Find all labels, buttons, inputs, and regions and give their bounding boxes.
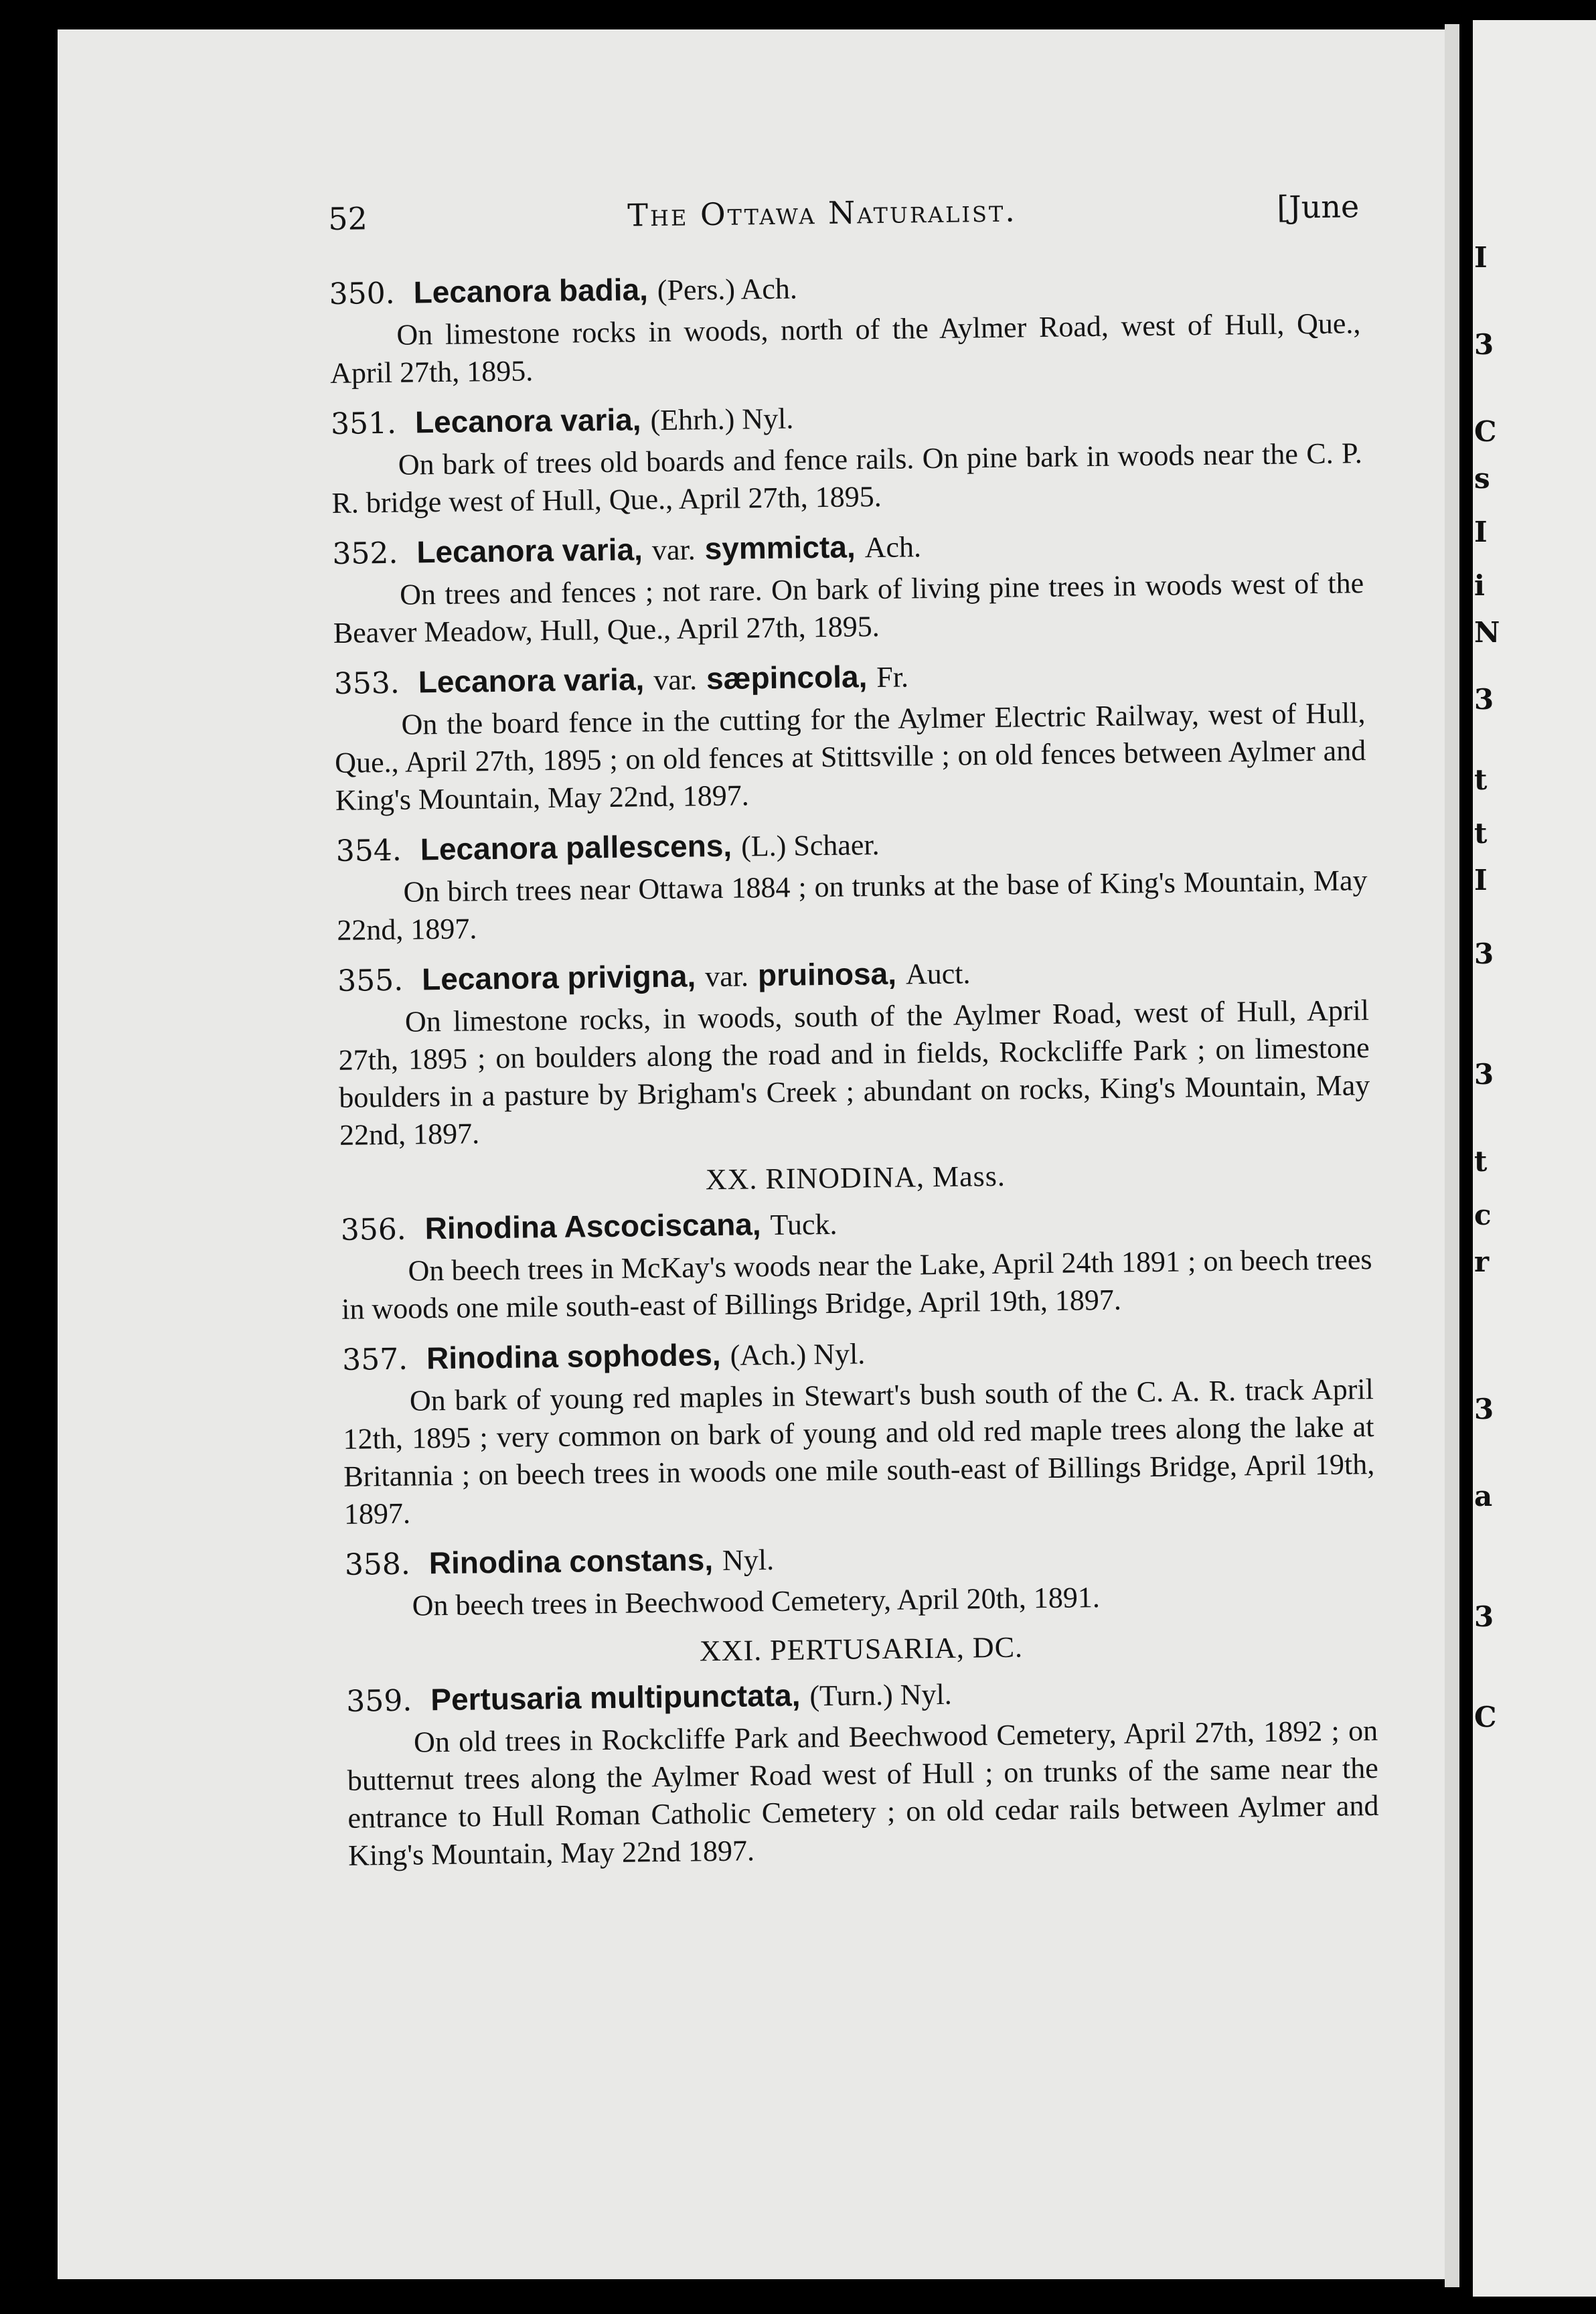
adjacent-page-strip (1473, 20, 1596, 2297)
authority: Fr. (876, 660, 909, 694)
species-entry (344, 1529, 1376, 1626)
page-edge (1445, 24, 1459, 2287)
adjacent-page-fragment: 3 (1474, 1058, 1494, 1091)
variety-name: sæpincola, (706, 659, 868, 696)
entries-group-pertusaria (346, 1665, 1379, 1875)
entry-number: 350. (329, 276, 395, 311)
species-name: Lecanora varia, (414, 402, 641, 440)
variety-name: pruinosa, (757, 955, 897, 993)
entry-description: On the board fence in the cutting for the Aylmer Electric Railway, west of Hull, Que., April 27th, 1895 ; on old fences at Stittsville ; on old fences between Aylmer and King's Mountain, May 22nd, 1897. (334, 696, 1366, 817)
adjacent-page-fragment: t (1474, 1145, 1488, 1178)
species-name: Lecanora varia, (416, 532, 643, 570)
entry-description: On bark of young red maples in Stewart's bush south of the C. A. R. track April 12th, 1895 ; very common on bark of young and old red maple trees along the lake at Britannia ; on beech trees in woods one mile south-east of Billings Bridge, April 19th, 1897. (343, 1373, 1375, 1531)
adjacent-page-fragment: 3 (1474, 1600, 1494, 1633)
entries-group-rinodina (340, 1194, 1376, 1626)
issue-month: [June (1277, 188, 1360, 226)
variety-name: symmicta, (704, 529, 856, 566)
entry-number: 354. (335, 833, 402, 868)
entry-number: 353. (333, 666, 400, 701)
adjacent-page-fragment: C (1474, 415, 1497, 448)
species-entry (342, 1324, 1375, 1533)
species-entry (331, 388, 1363, 522)
entry-description: On trees and fences ; not rare. On bark of living pine trees in woods west of the Beaver Meadow, Hull, Que., April 27th, 1895. (333, 566, 1364, 649)
entry-number: 358. (344, 1547, 411, 1582)
adjacent-page-fragment: s (1474, 462, 1490, 495)
page-content (328, 188, 1380, 1883)
entries-group-lecanora (329, 258, 1370, 1154)
entry-number: 355. (337, 963, 404, 998)
species-entry (335, 815, 1368, 949)
species-name: Lecanora badia, (413, 272, 649, 310)
species-entry (337, 945, 1370, 1154)
entry-description: On bark of trees old boards and fence rails. On pine bark in woods near the C. P. R. bridge west of Hull, Que., April 27th, 1895. (331, 437, 1363, 520)
entry-number: 359. (346, 1683, 412, 1719)
entry-description: On birch trees near Ottawa 1884 ; on trunks at the base of King's Mountain, May 22nd, 1897. (337, 864, 1368, 947)
species-name: Rinodina Ascociscana, (424, 1207, 761, 1246)
page-number: 52 (328, 200, 368, 237)
adjacent-page-fragment: c (1474, 1199, 1492, 1231)
entry-description: On limestone rocks, in woods, south of the Aylmer Road, west of Hull, April 27th, 1895 ; on boulders along the road and in fields, Rockcliffe Park ; on limestone boulders in a pasture by Brigham's Creek ; abundant on rocks, King's Mountain, May 22nd, 1897. (338, 994, 1370, 1152)
adjacent-page-fragment: t (1474, 817, 1488, 850)
species-name: Lecanora pallescens, (420, 828, 732, 867)
adjacent-page-fragment: I (1474, 516, 1488, 548)
adjacent-page-fragment: C (1474, 1701, 1497, 1733)
adjacent-page-fragment: 3 (1474, 937, 1494, 970)
adjacent-page-fragment: 3 (1474, 683, 1494, 716)
species-entry (346, 1665, 1379, 1875)
entry-description: On limestone rocks in woods, north of the Aylmer Road, west of Hull, Que., April 27th, 1895. (329, 307, 1361, 390)
adjacent-page-fragment: r (1474, 1245, 1490, 1278)
authority: (Turn.) Nyl. (809, 1677, 953, 1713)
species-name: Rinodina sophodes, (426, 1336, 721, 1376)
adjacent-page-fragment: a (1474, 1480, 1493, 1513)
adjacent-page-fragment: 3 (1474, 328, 1494, 361)
entry-number: 352. (332, 536, 398, 571)
species-name: Lecanora privigna, (421, 958, 696, 997)
entry-number: 357. (341, 1342, 408, 1377)
entry-description: On old trees in Rockcliffe Park and Beechwood Cemetery, April 27th, 1892 ; on butternut trees along the Aylmer Road west of Hull ; on trunks of the same near the entrance to Hull Roman Catholic Cemetery ; on old cedar rails between Aylmer and King's Mountain, May 22nd 1897. (347, 1714, 1379, 1872)
authority: Auct. (905, 957, 971, 991)
entry-number: 356. (340, 1212, 407, 1247)
species-name: Rinodina constans, (428, 1542, 714, 1581)
authority: (Ach.) Nyl. (730, 1337, 866, 1372)
adjacent-page-fragment: I (1474, 241, 1488, 274)
adjacent-page-fragment: i (1474, 569, 1485, 602)
species-name: Pertusaria multipunctata, (430, 1677, 801, 1717)
running-header (328, 188, 1360, 271)
variety-label: var. (704, 959, 749, 994)
species-entry (340, 1194, 1372, 1328)
authority: (Pers.) Ach. (657, 272, 798, 307)
entry-description: On beech trees in McKay's woods near the Lake, April 24th 1891 ; on beech trees in woods one mile south-east of Billings Bridge, April 19th, 1897. (341, 1243, 1372, 1326)
adjacent-page-fragment: 3 (1474, 1393, 1494, 1425)
journal-title: The Ottawa Naturalist. (627, 192, 1018, 234)
authority: Nyl. (722, 1543, 775, 1577)
species-entry (329, 258, 1361, 392)
adjacent-page-fragment: N (1474, 616, 1500, 649)
section-heading-rinodina: XX. RINODINA, Mass. (705, 1159, 1006, 1197)
authority: (L.) Schaer. (740, 828, 880, 863)
species-entry (333, 647, 1366, 820)
adjacent-page-fragment: I (1474, 864, 1488, 897)
entry-number: 351. (330, 406, 397, 441)
entry-description: On beech trees in Beechwood Cemetery, April 20th, 1891. (412, 1581, 1101, 1622)
species-name: Lecanora varia, (418, 662, 645, 700)
authority: Ach. (864, 530, 922, 564)
authority: (Ehrh.) Nyl. (650, 402, 794, 437)
adjacent-page-fragment: t (1474, 763, 1488, 796)
species-entry (332, 518, 1364, 652)
authority: Tuck. (770, 1207, 837, 1242)
variety-label: var. (651, 533, 696, 567)
section-heading-pertusaria: XXI. PERTUSARIA, DC. (699, 1630, 1024, 1668)
variety-label: var. (653, 663, 698, 697)
